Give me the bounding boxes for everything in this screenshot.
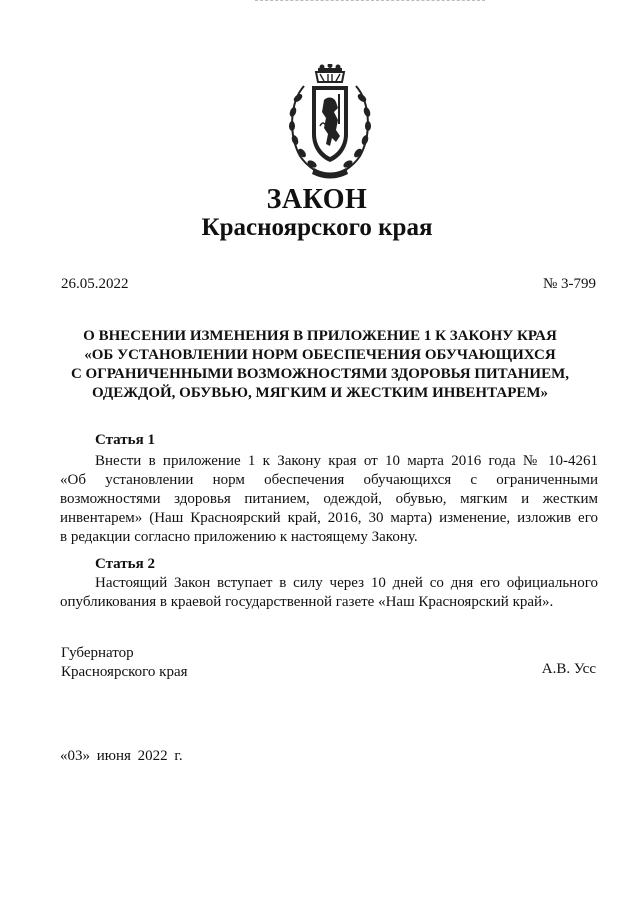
signatory-position-line: Губернатор	[61, 645, 134, 661]
article-1-line: возможностями здоровья питанием, одеждой, обувью, мягким и жестким	[60, 491, 598, 507]
document-number: № 3-799	[542, 276, 596, 292]
signatory-position	[61, 644, 188, 682]
law-heading-line: О ВНЕСЕНИИ ИЗМЕНЕНИЯ В ПРИЛОЖЕНИЕ 1 К ЗАКОНУ КРАЯ	[83, 328, 557, 344]
article-1-line: в редакции согласно приложению к настоящему Закону.	[60, 529, 418, 545]
article-1-line: «Об установлении норм обеспечения обучающихся с ограниченными	[60, 472, 598, 488]
article-2-line: Настоящий Закон вступает в силу через 10 дней со дня его официального	[95, 575, 598, 591]
scan-top-edge	[255, 0, 485, 2]
document-date: 26.05.2022	[61, 276, 129, 292]
article-1-line: Внести в приложение 1 к Закону края от 10 марта 2016 года № 10-4261	[95, 453, 598, 469]
signatory-name: А.В. Усс	[541, 661, 596, 677]
signing-date: «03» июня 2022 г.	[60, 748, 183, 764]
law-heading-line: С ОГРАНИЧЕННЫМИ ВОЗМОЖНОСТЯМИ ЗДОРОВЬЯ ПИТАНИЕМ,	[70, 366, 570, 382]
article-2-line: опубликования в краевой государственной газете «Наш Красноярский край».	[60, 594, 554, 610]
law-heading-line: ОДЕЖДОЙ, ОБУВЬЮ, МЯГКИМ И ЖЕСТКИМ ИНВЕНТАРЕМ»	[91, 385, 549, 401]
article-2-text	[60, 574, 598, 612]
article-2-title: Статья 2	[95, 556, 155, 572]
document-type-title: ЗАКОН	[266, 184, 368, 215]
article-1-line: инвентарем» (Наш Красноярский край, 2016, 30 марта) изменение, изложив его	[60, 510, 598, 526]
region-subtitle: Красноярского края	[201, 214, 433, 241]
article-1-title: Статья 1	[95, 432, 155, 448]
article-1-text	[60, 452, 598, 547]
law-heading-line: «ОБ УСТАНОВЛЕНИИ НОРМ ОБЕСПЕЧЕНИЯ ОБУЧАЮЩИХСЯ	[84, 347, 556, 363]
law-heading	[40, 327, 600, 403]
signatory-position-line: Красноярского края	[61, 664, 188, 680]
coat-of-arms-icon	[284, 64, 376, 182]
